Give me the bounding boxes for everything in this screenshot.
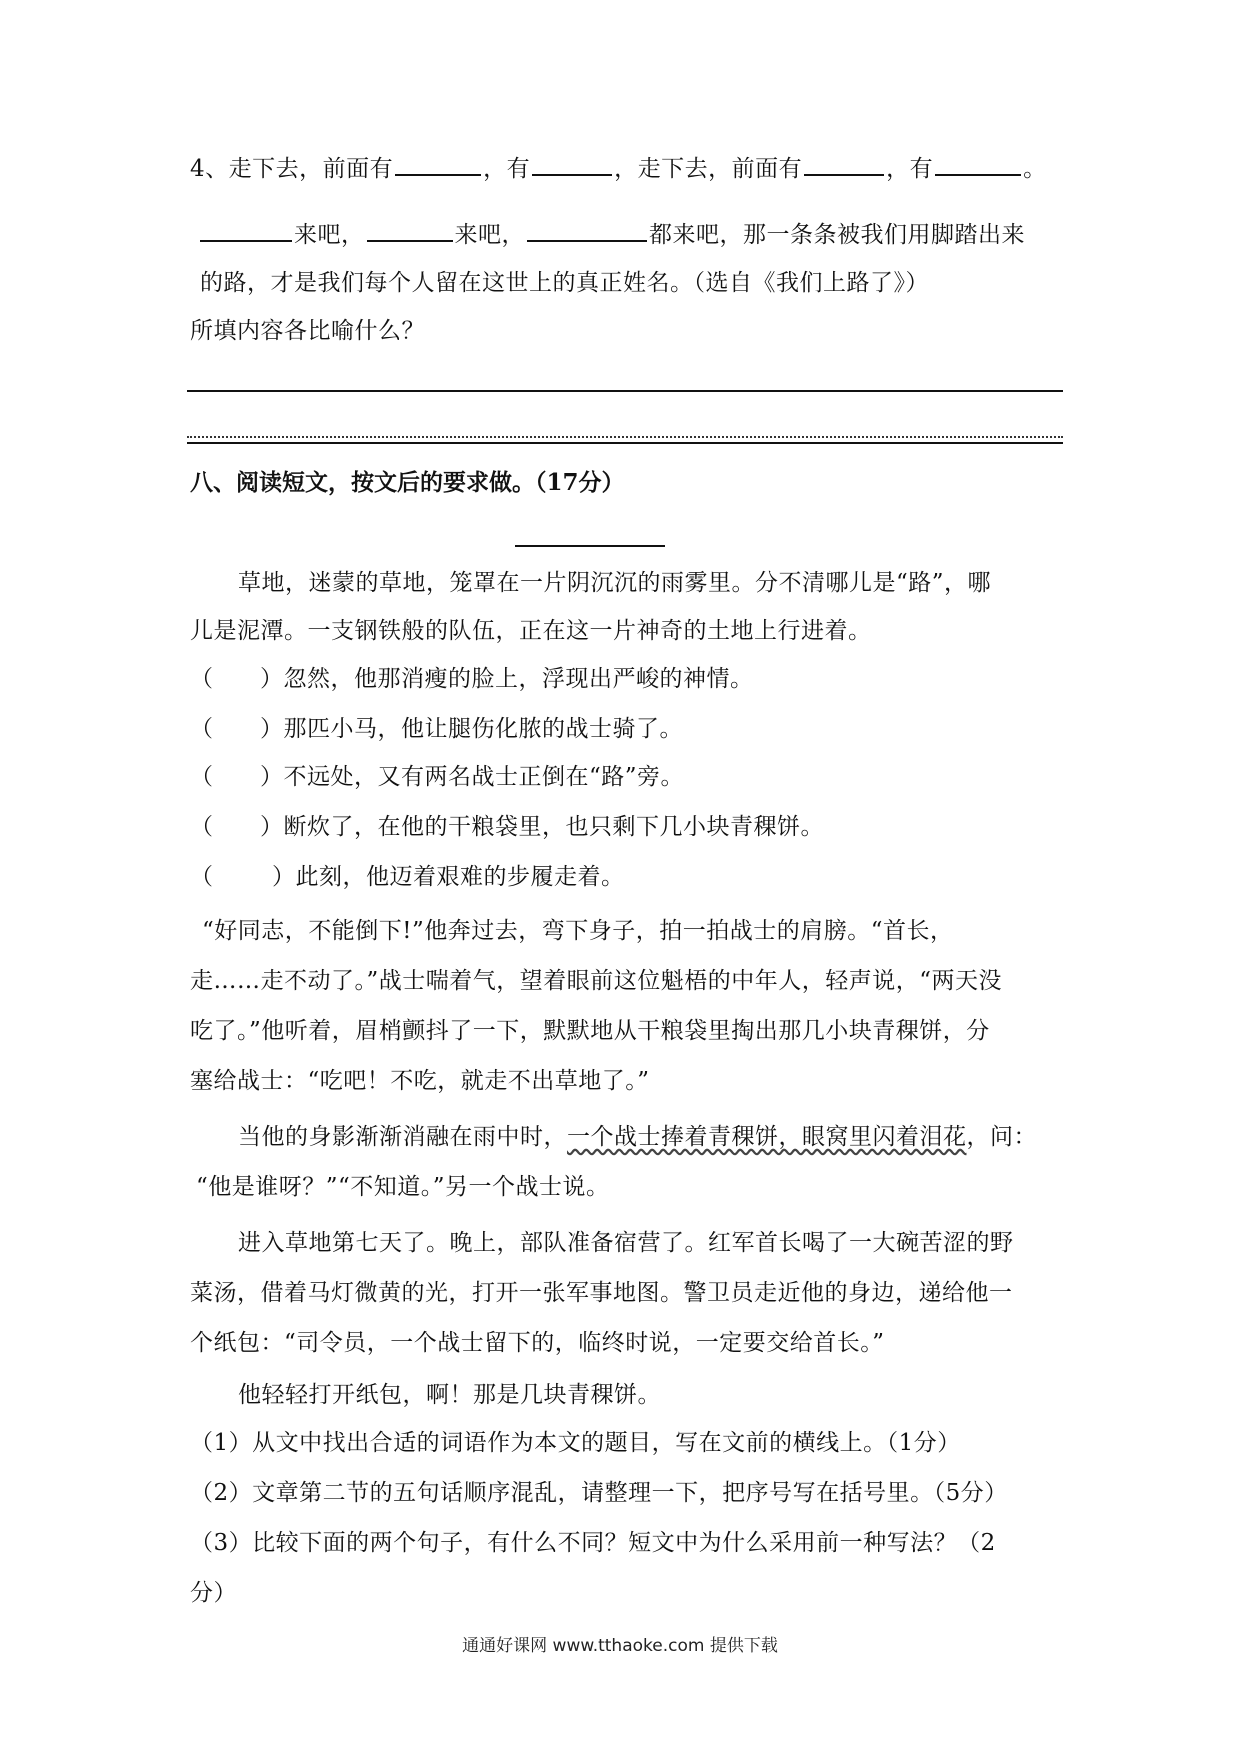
- order-paren[interactable]: （: [190, 716, 214, 742]
- q4-line-3: 的路，才是我们每个人留在这世上的真正姓名。（选自《我们上路了》）: [200, 270, 929, 296]
- passage-line: “好同志，不能倒下!”他奔过去，弯下身子，拍一拍战士的肩膀。“首长，: [202, 918, 954, 944]
- passage-line: 进入草地第七天了。晚上，部队准备宿营了。红军首长喝了一大碗苦涩的野: [238, 1230, 1014, 1256]
- q4-text-c: ，走下去，前面有: [614, 156, 803, 182]
- order-paren[interactable]: （: [190, 764, 214, 790]
- answer-blank[interactable]: [367, 216, 453, 242]
- title-blank[interactable]: [515, 545, 665, 547]
- q4-text-g: 来吧，: [454, 222, 525, 248]
- answer-line-dotted[interactable]: [187, 436, 1063, 438]
- order-paren[interactable]: （: [190, 864, 214, 890]
- answer-blank[interactable]: [200, 216, 292, 242]
- answer-blank[interactable]: [532, 150, 612, 176]
- passage-line: 儿是泥潭。一支钢铁般的队伍，正在这一片神奇的土地上行进着。: [190, 618, 872, 644]
- passage-line: 草地，迷蒙的草地，笼罩在一片阴沉沉的雨雾里。分不清哪儿是“路”，哪: [238, 570, 992, 596]
- sentence-text: ）此刻，他迈着艰难的步履走着。: [272, 864, 625, 890]
- passage-text: ，问：: [966, 1124, 1037, 1150]
- order-paren[interactable]: （: [190, 814, 214, 840]
- question-2: （2）文章第二节的五句话顺序混乱，请整理一下，把序号写在括号里。（5分）: [190, 1480, 1008, 1506]
- passage-line: 个纸包：“司令员，一个战士留下的，临终时说，一定要交给首长。”: [190, 1330, 885, 1356]
- answer-line[interactable]: [187, 390, 1063, 392]
- answer-blank[interactable]: [395, 150, 481, 176]
- q4-line-1: [190, 150, 1060, 186]
- sentence-item-1: [190, 662, 1060, 696]
- sentence-item-2: [190, 712, 1060, 746]
- passage-line: “他是谁呀？”“不知道。”另一个战士说。: [196, 1174, 610, 1200]
- passage-line: 走……走不动了。”战士喘着气，望着眼前这位魁梧的中年人，轻声说，“两天没: [190, 968, 1003, 994]
- passage-line: 他轻轻打开纸包，啊！那是几块青稞饼。: [238, 1382, 661, 1408]
- passage-line: 吃了。”他听着，眉梢颤抖了一下，默默地从干粮袋里掏出那几小块青稞饼，分: [190, 1018, 990, 1044]
- q4-prompt: 所填内容各比喻什么？: [190, 318, 425, 344]
- section-divider: [187, 442, 1063, 444]
- sentence-text: ）忽然，他那消瘦的脸上，浮现出严峻的神情。: [260, 666, 754, 692]
- sentence-item-5: [190, 860, 1060, 894]
- answer-blank[interactable]: [527, 216, 647, 242]
- sentence-item-3: [190, 760, 1060, 794]
- section-heading: 八、阅读短文，按文后的要求做。（17分）: [190, 469, 625, 496]
- q4-text-d: ，有: [886, 156, 934, 182]
- order-paren[interactable]: （: [190, 666, 214, 692]
- passage-line: 塞给战士：“吃吧！不吃，就走不出草地了。”: [190, 1068, 650, 1094]
- q4-line-2: [198, 216, 1068, 252]
- sentence-text: ）那匹小马，他让腿伤化脓的战士骑了。: [260, 716, 683, 742]
- sentence-item-4: [190, 810, 1060, 844]
- q4-text-e: 。: [1023, 156, 1047, 182]
- question-3: （3）比较下面的两个句子，有什么不同？短文中为什么采用前一种写法？（2: [190, 1530, 996, 1556]
- q4-text-f: 来吧，: [294, 222, 365, 248]
- passage-line: 菜汤，借着马灯微黄的光，打开一张军事地图。警卫员走近他的身边，递给他一: [190, 1280, 1013, 1306]
- answer-blank[interactable]: [804, 150, 884, 176]
- question-1: （1）从文中找出合适的词语作为本文的题目，写在文前的横线上。（1分）: [190, 1430, 961, 1456]
- question-3-cont: 分）: [190, 1580, 237, 1606]
- passage-text: 当他的身影渐渐消融在雨中时，: [238, 1124, 567, 1150]
- q4-text-a: 4、走下去，前面有: [190, 156, 394, 182]
- page-footer: 通通好课网 www.tthaoke.com 提供下载: [462, 1636, 778, 1656]
- wavy-underlined-sentence: 一个战士捧着青稞饼，眼窝里闪着泪花: [567, 1124, 967, 1150]
- passage-line: [238, 1120, 1108, 1154]
- q4-text-b: ，有: [483, 156, 531, 182]
- q4-text-h: 都来吧，那一条条被我们用脚踏出来: [649, 222, 1025, 248]
- answer-blank[interactable]: [935, 150, 1021, 176]
- sentence-text: ）断炊了，在他的干粮袋里，也只剩下几小块青稞饼。: [260, 814, 824, 840]
- sentence-text: ）不远处，又有两名战士正倒在“路”旁。: [260, 764, 685, 790]
